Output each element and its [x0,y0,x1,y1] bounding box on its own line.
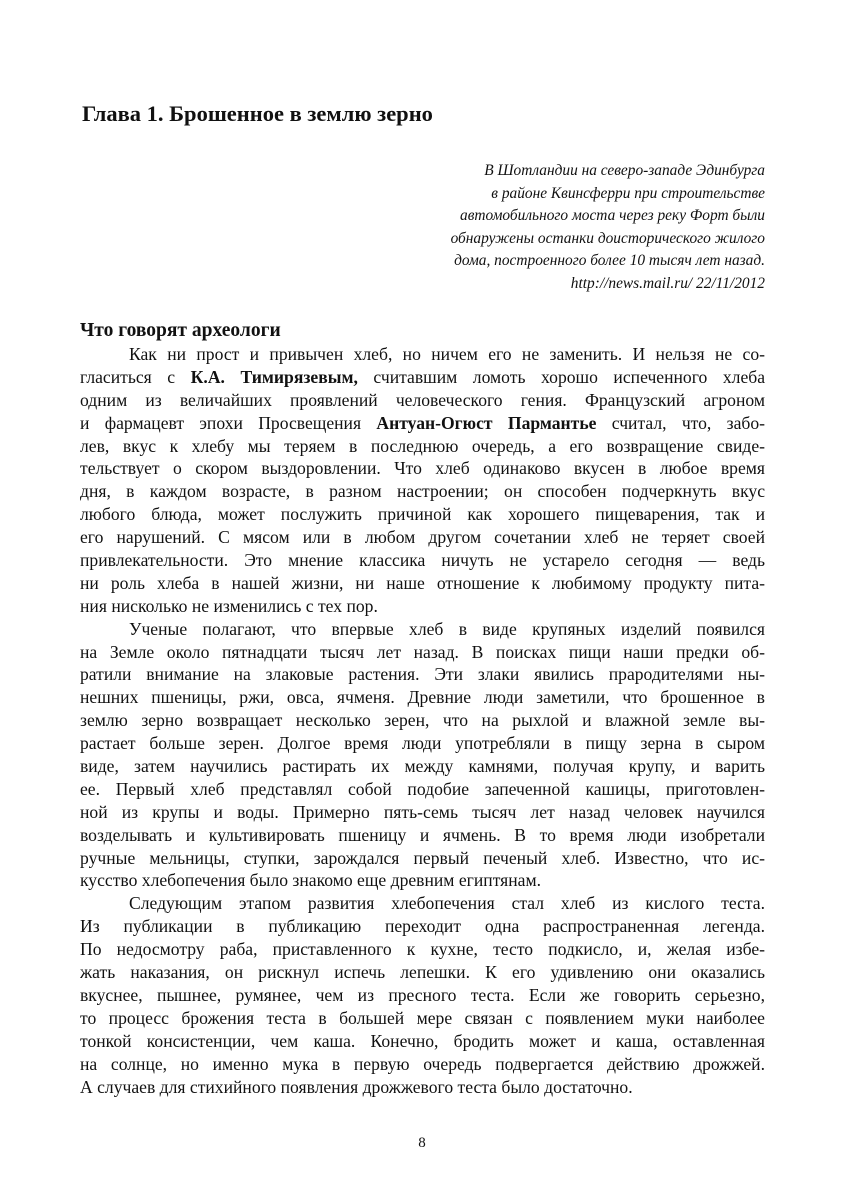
text-line: ратили внимание на злаковые растения. Эти злаки явились прародителями ны- [80,664,765,685]
paragraph [80,618,765,893]
text-line: По недосмотру раба, приставленного к кухне, тесто подкисло, и, желая избе- [80,939,765,960]
text-line: Ученые полагают, что впервые хлеб в виде крупяных изделий появился [129,618,765,639]
page-number: 8 [418,1135,426,1151]
text-line: тельствует о скором выздоровлении. Что хлеб одинаково вкусен в любое время [80,458,765,479]
text-line: Как ни прост и привычен хлеб, но ничем его не заменить. И нельзя не со- [129,344,765,364]
text-line: вкуснее, пышнее, румянее, чем из пресного теста. Если же говорить серьезно, [80,984,765,1005]
text-line: ручные мельницы, ступки, зарождался первый печеный хлеб. Известно, что ис- [80,847,765,868]
text-line: Следующим этапом развития хлебопечения стал хлеб из кислого теста. [129,893,765,914]
text-line: ни роль хлеба в нашей жизни, ни наше отношение к любимому продукту пита- [80,572,765,593]
epigraph-source: http://news.mail.ru/ 22/11/2012 [570,274,765,292]
epigraph-line: автомобильного моста через реку Форт были [460,207,765,225]
section-title: Что говорят археологи [80,320,281,341]
text-line: виде, затем научились растирать их между камнями, получая крупу, и варить [80,756,765,777]
text-line: Из публикации в публикацию переходит одна распространенная легенда. [80,916,765,937]
text-line: ной из крупы и воды. Примерно пять-семь тысяч лет назад человек научился [80,801,765,822]
text-line: на солнце, но именно мука в первую очередь подвергается действию дрожжей. [80,1053,765,1074]
body-text [80,343,765,1098]
epigraph [360,160,765,296]
chapter-title: Глава 1. Брошенное в землю зерно [82,101,433,126]
bold-name: Антуан-Огюст Пармантье [376,412,597,433]
text-line: землю зерно возвращает несколько зерен, что на рыхлой и влажной земле вы- [80,710,765,731]
text-line: его нарушений. С мясом или в любом другом сочетании хлеб не теряет своей [80,527,765,548]
text-line: возделывать и культивировать пшеницу и ячмень. В то время люди изобретали [80,824,765,845]
text-line: А случаев для стихийного появления дрожжевого теста было достаточно. [80,1076,633,1097]
text-line: дня, в каждом возрасте, в разном настроении; он способен подчеркнуть вкус [80,481,765,502]
text-line: гласиться с К.А. Тимирязевым, считавшим ломоть хорошо испеченного хлеба [80,366,765,387]
paragraph [80,343,765,618]
text-line: тонкой консистенции, чем каша. Конечно, бродить может и каша, оставленная [80,1030,765,1051]
epigraph-line: В Шотландии на северо-западе Эдинбурга [484,162,765,179]
text-line: нешних пшеницы, ржи, овса, ячменя. Древние люди заметили, что брошенное в [80,687,765,708]
text-line: одним из величайших проявлений человеческого гения. Французский агроном [80,389,765,410]
text-line: то процесс брожения теста в большей мере связан с появлением муки наиболее [80,1007,765,1028]
text-line: ее. Первый хлеб представлял собой подобие запеченной кашицы, приготовлен- [80,778,765,799]
text-line: любого блюда, может послужить причиной как хорошего пищеварения, так и [80,504,765,525]
text-line: жать наказания, он рискнул испечь лепешки. К его удивлению они оказались [80,962,765,983]
epigraph-line: дома, построенного более 10 тысяч лет назад. [454,252,765,270]
bold-name: К.А. Тимирязевым, [190,366,358,387]
epigraph-line: в районе Квинсферри при строительстве [491,184,765,202]
text-line: растает больше зерен. Долгое время люди употребляли в пищу зерна в сыром [80,733,765,754]
text-line: и фармацевт эпохи Просвещения Антуан-Огюст Пармантье считал, что, забо- [80,412,765,433]
text-line: привлекательности. Это мнение классика ничуть не устарело сегодня — ведь [80,550,765,571]
text-line: ния нисколько не изменились с тех пор. [80,595,378,616]
paragraph [80,892,765,1098]
text-line: кусство хлебопечения было знакомо еще древним египтянам. [80,870,542,891]
text-line: на Земле около пятнадцати тысяч лет назад. В поисках пищи наши предки об- [80,641,765,662]
text-line: лев, вкус к хлебу мы теряем в последнюю очередь, а его возвращение свиде- [80,435,765,456]
epigraph-line: обнаружены останки доисторического жилого [450,229,765,247]
